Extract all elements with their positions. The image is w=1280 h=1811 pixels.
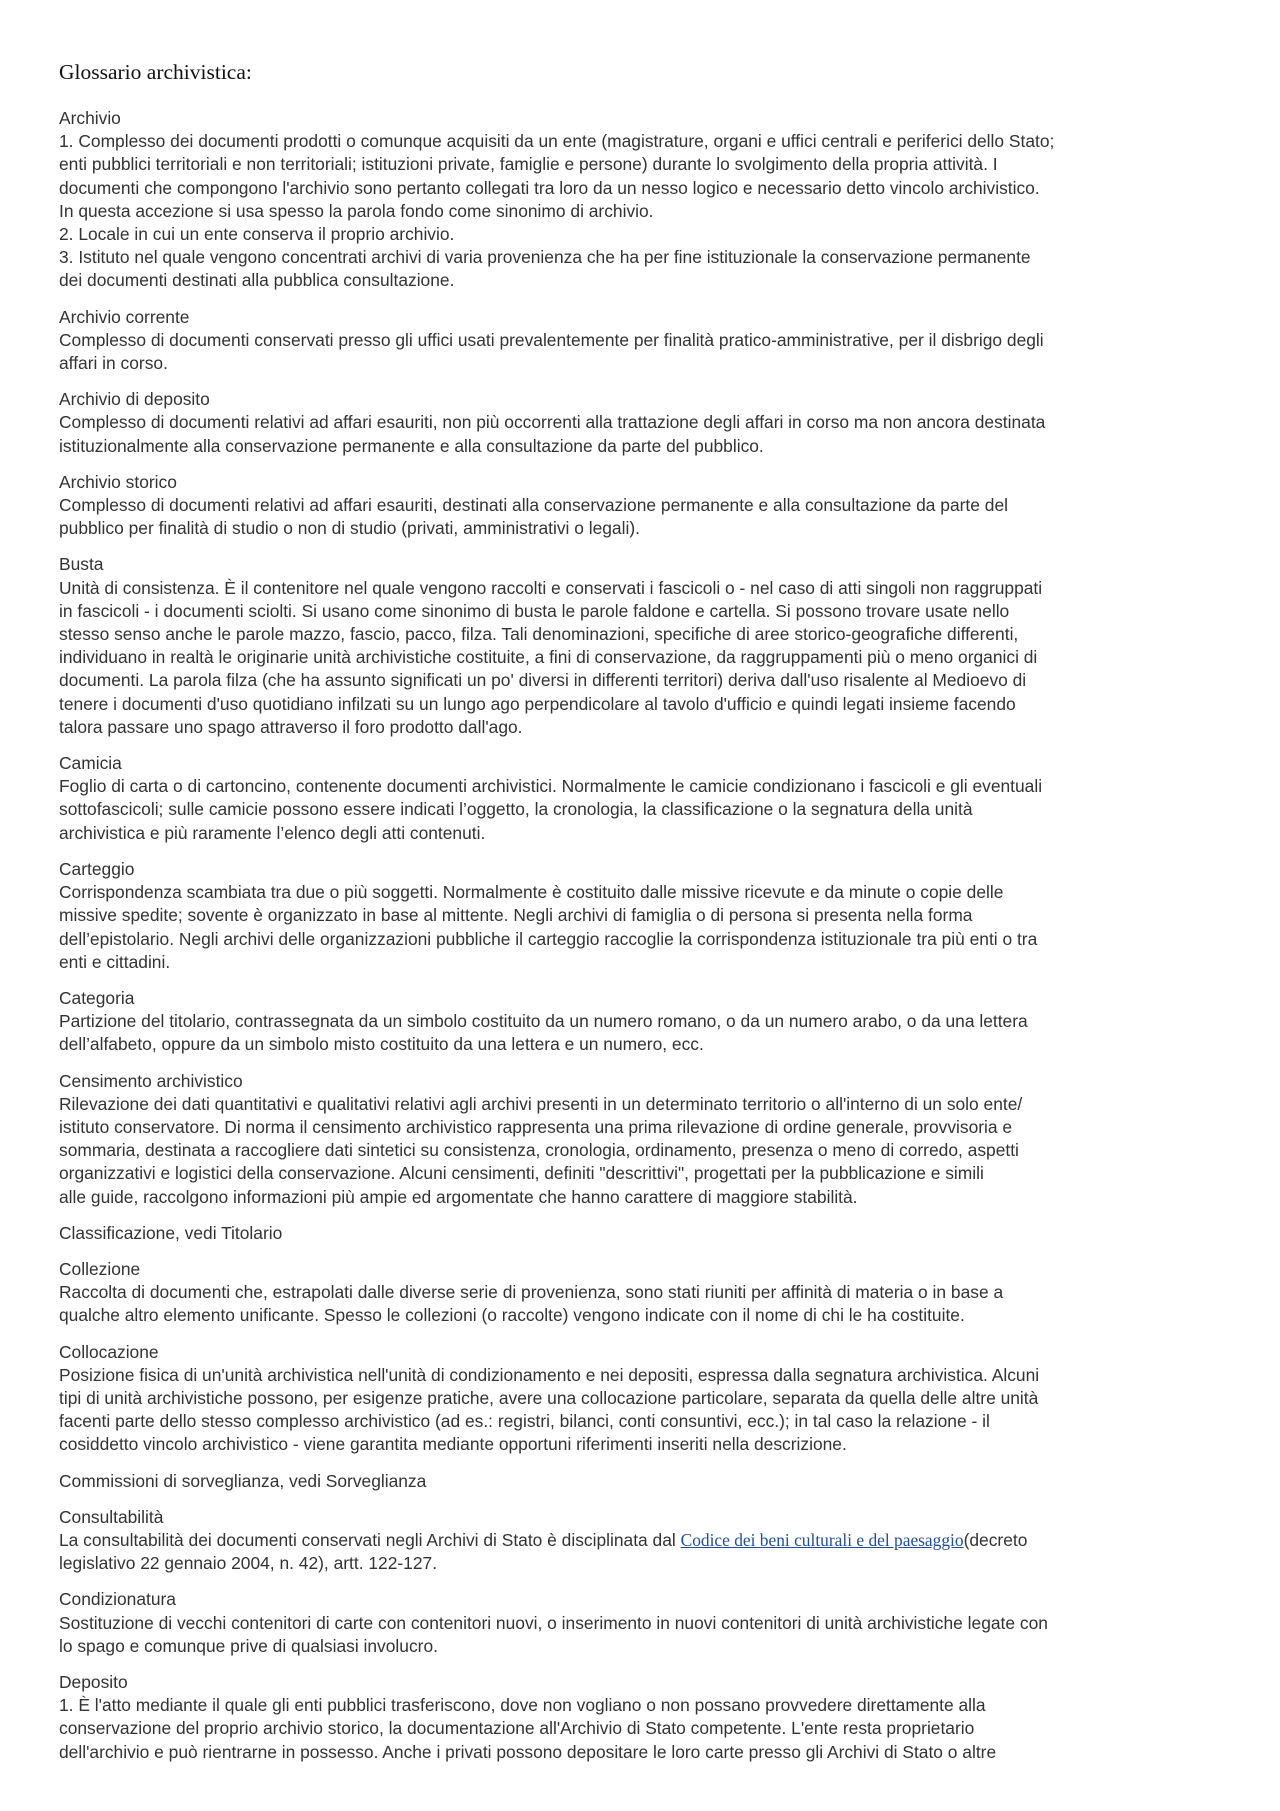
entry-line: Raccolta di documenti che, estrapolati dalle diverse serie di provenienza, sono stati riuniti per affinità di materia o in base a: [59, 1282, 1004, 1303]
entry-line: sommaria, destinata a raccogliere dati sintetici su consistenza, cronologia, ordinamento, presenza o meno di corredo, aspetti: [59, 1140, 1019, 1161]
glossary-entry: [59, 1341, 1239, 1457]
glossary-entry: [59, 1588, 1239, 1658]
entry-text: (decreto: [963, 1529, 1028, 1550]
entry-term: Commissioni di sorveglianza, vedi Sorveglianza: [59, 1470, 427, 1491]
entry-line: organizzativi e logistici della conservazione. Alcuni censimenti, definiti "descrittivi", progettati per la pubblicazione e simili: [59, 1163, 984, 1184]
entry-line: 3. Istituto nel quale vengono concentrati archivi di varia provenienza che ha per fine istituzionale la conservazione permanente: [59, 247, 1031, 268]
glossary-entry: [59, 471, 1239, 541]
entry-term: Consultabilità: [59, 1506, 164, 1527]
entry-term: Archivio: [59, 108, 121, 128]
entry-term: Collocazione: [59, 1341, 159, 1362]
entry-line: 2. Locale in cui un ente conserva il proprio archivio.: [59, 224, 455, 245]
entry-line: archivistica e più raramente l’elenco degli atti contenuti.: [59, 822, 486, 843]
glossary-entry: [59, 1470, 1239, 1493]
glossary-entry: [59, 1258, 1239, 1328]
entry-line: tipi di unità archivistiche possono, per esigenze pratiche, avere una collocazione particolare, separata da quella delle altre unità: [59, 1387, 1039, 1408]
glossary-entry: [59, 107, 1239, 293]
document-page: [59, 58, 1239, 1777]
entry-line: Foglio di carta o di cartoncino, contenente documenti archivistici. Normalmente le camicie condizionano i fascicoli e gli eventuali: [59, 776, 1043, 797]
entry-term: Categoria: [59, 987, 135, 1008]
glossary-entry: [59, 1222, 1239, 1245]
glossary-entry: [59, 987, 1239, 1057]
page-title: Glossario archivistica:: [59, 60, 252, 84]
entry-line: [59, 1529, 1239, 1552]
entry-line: Complesso di documenti conservati presso gli uffici usati prevalentemente per finalità pratico-amministrative, per il disbrigo degli: [59, 329, 1044, 350]
entry-line: affari in corso.: [59, 353, 168, 374]
entry-line: Posizione fisica di un'unità archivistica nell'unità di condizionamento e nei depositi, espressa dalla segnatura archivistica. Alcuni: [59, 1364, 1040, 1385]
entry-line: istituzionalmente alla conservazione permanente e alla consultazione da parte del pubblico.: [59, 435, 764, 456]
entry-term: Collezione: [59, 1258, 141, 1279]
entry-line: documenti che compongono l'archivio sono pertanto collegati tra loro da un nesso logico e necessario detto vincolo archivistico.: [59, 177, 1040, 198]
glossary-entry: [59, 388, 1239, 458]
entry-line: enti e cittadini.: [59, 951, 171, 972]
glossary-entry: [59, 1671, 1239, 1764]
entry-line: In questa accezione si usa spesso la parola fondo come sinonimo di archivio.: [59, 200, 654, 221]
entry-line: facenti parte dello stesso complesso archivistico (ad es.: registri, bilanci, conti consuntivi, ecc.); in tal caso la relazione - il: [59, 1411, 990, 1432]
entry-term: Archivio corrente: [59, 306, 190, 327]
entry-line: sottofascicoli; sulle camicie possono essere indicati l’oggetto, la cronologia, la classificazione o la segnatura della unità: [59, 799, 973, 820]
entry-line: 1. Complesso dei documenti prodotti o comunque acquisiti da un ente (magistrature, organi e uffici centrali e periferici dello Stato;: [59, 131, 1055, 152]
glossary-entry: [59, 752, 1239, 845]
entry-line: Sostituzione di vecchi contenitori di carte con contenitori nuovi, o inserimento in nuovi contenitori di unità archivistiche legate con: [59, 1612, 1048, 1633]
entry-line: dell’epistolario. Negli archivi delle organizzazioni pubbliche il carteggio raccoglie la corrispondenza istituzionale tra più enti o tra: [59, 928, 1038, 949]
entry-line: Complesso di documenti relativi ad affari esauriti, destinati alla conservazione permanente e alla consultazione da parte del: [59, 495, 1008, 516]
entry-term: Censimento archivistico: [59, 1070, 243, 1091]
entry-line: Rilevazione dei dati quantitativi e qualitativi relativi agli archivi presenti in un determinato territorio o all'interno di un solo ente/: [59, 1093, 1023, 1114]
entry-line: Unità di consistenza. È il contenitore nel quale vengono raccolti e conservati i fascicoli o - nel caso di atti singoli non raggruppati: [59, 577, 1043, 598]
entry-line: lo spago e comunque prive di qualsiasi involucro.: [59, 1635, 438, 1656]
entry-term: Busta: [59, 554, 104, 575]
glossary-entries-tail: [59, 1588, 1239, 1763]
entry-line: dei documenti destinati alla pubblica consultazione.: [59, 270, 455, 291]
entry-line: cosiddetto vincolo archivistico - viene garantita mediante opportuni riferimenti inseriti nella descrizione.: [59, 1434, 847, 1455]
entry-line: tenere i documenti d'uso quotidiano infilzati su un lungo ago perpendicolare al tavolo d'ufficio e quindi legati insieme facendo: [59, 693, 1016, 714]
entry-term: Archivio di deposito: [59, 389, 210, 410]
entry-line: legislativo 22 gennaio 2004, n. 42), artt. 122-127.: [59, 1553, 438, 1574]
glossary-entry: [59, 858, 1239, 974]
entry-line: istituto conservatore. Di norma il censimento archivistico rappresenta una prima rilevazione di ordine generale, provvisoria e: [59, 1116, 1013, 1137]
entry-term: Classificazione, vedi Titolario: [59, 1222, 283, 1243]
entry-line: 1. È l'atto mediante il quale gli enti pubblici trasferiscono, dove non vogliano o non possano provvedere direttamente alla: [59, 1695, 986, 1716]
glossary-entry: [59, 306, 1239, 376]
entry-line: Partizione del titolario, contrassegnata da un simbolo costituito da un numero romano, o da un numero arabo, o da una lettera: [59, 1011, 1028, 1032]
entry-line: stesso senso anche le parole mazzo, fascio, pacco, filza. Tali denominazioni, specifiche di aree storico-geografiche differenti,: [59, 624, 1019, 645]
entry-line: individuano in realtà le originarie unità archivistiche costituite, a fini di conservazione, da raggruppamenti più o meno organici di: [59, 647, 1038, 668]
entry-line: Complesso di documenti relativi ad affari esauriti, non più occorrenti alla trattazione degli affari in corso ma non ancora destinata: [59, 412, 1046, 433]
glossary-entry: [59, 1506, 1239, 1576]
entry-line: alle guide, raccolgono informazioni più ampie ed argomentate che hanno carattere di maggiore stabilità.: [59, 1186, 858, 1207]
entry-line: conservazione del proprio archivio storico, la documentazione all'Archivio di Stato competente. L'ente resta proprietario: [59, 1718, 975, 1739]
entry-term: Archivio storico: [59, 471, 177, 492]
entry-line: missive spedite; sovente è organizzato in base al mittente. Negli archivi di famiglia o di persona si presenta nella forma: [59, 905, 973, 926]
entry-term: Deposito: [59, 1671, 128, 1692]
entry-line: dell'archivio e può rientrarne in possesso. Anche i privati possono depositare le loro carte presso gli Archivi di Stato o altre: [59, 1741, 997, 1762]
entry-line: pubblico per finalità di studio o non di studio (privati, amministrativi o legali).: [59, 518, 640, 539]
entry-line: qualche altro elemento unificante. Spesso le collezioni (o raccolte) vengono indicate con il nome di chi le ha costituite.: [59, 1305, 965, 1326]
entry-line: in fascicoli - i documenti sciolti. Si usano come sinonimo di busta le parole faldone e cartella. Si possono trovare usate nello: [59, 600, 1010, 621]
glossary-entries: [59, 107, 1239, 1493]
codice-beni-culturali-link[interactable]: Codice dei beni culturali e del paesaggio: [680, 1529, 964, 1550]
glossary-entry: [59, 553, 1239, 739]
entry-term: Camicia: [59, 753, 122, 774]
entry-term: Carteggio: [59, 858, 135, 879]
entry-term: Condizionatura: [59, 1589, 176, 1610]
entry-line: talora passare uno spago attraverso il foro prodotto dall'ago.: [59, 716, 523, 737]
entry-line: Corrispondenza scambiata tra due o più soggetti. Normalmente è costituito dalle missive ricevute e da minute o copie delle: [59, 882, 1004, 903]
entry-line: dell’alfabeto, oppure da un simbolo misto costituito da una lettera e un numero, ecc.: [59, 1034, 704, 1055]
entry-text: La consultabilità dei documenti conservati negli Archivi di Stato è disciplinata dal: [59, 1529, 681, 1550]
entry-line: enti pubblici territoriali e non territoriali; istituzioni private, famiglie e persone) durante lo svolgimento della propria attività. I: [59, 154, 998, 175]
entry-line: documenti. La parola filza (che ha assunto significati un po' diversi in differenti territori) deriva dall'uso risalente al Medioevo di: [59, 670, 1027, 691]
glossary-entry: [59, 1070, 1239, 1209]
